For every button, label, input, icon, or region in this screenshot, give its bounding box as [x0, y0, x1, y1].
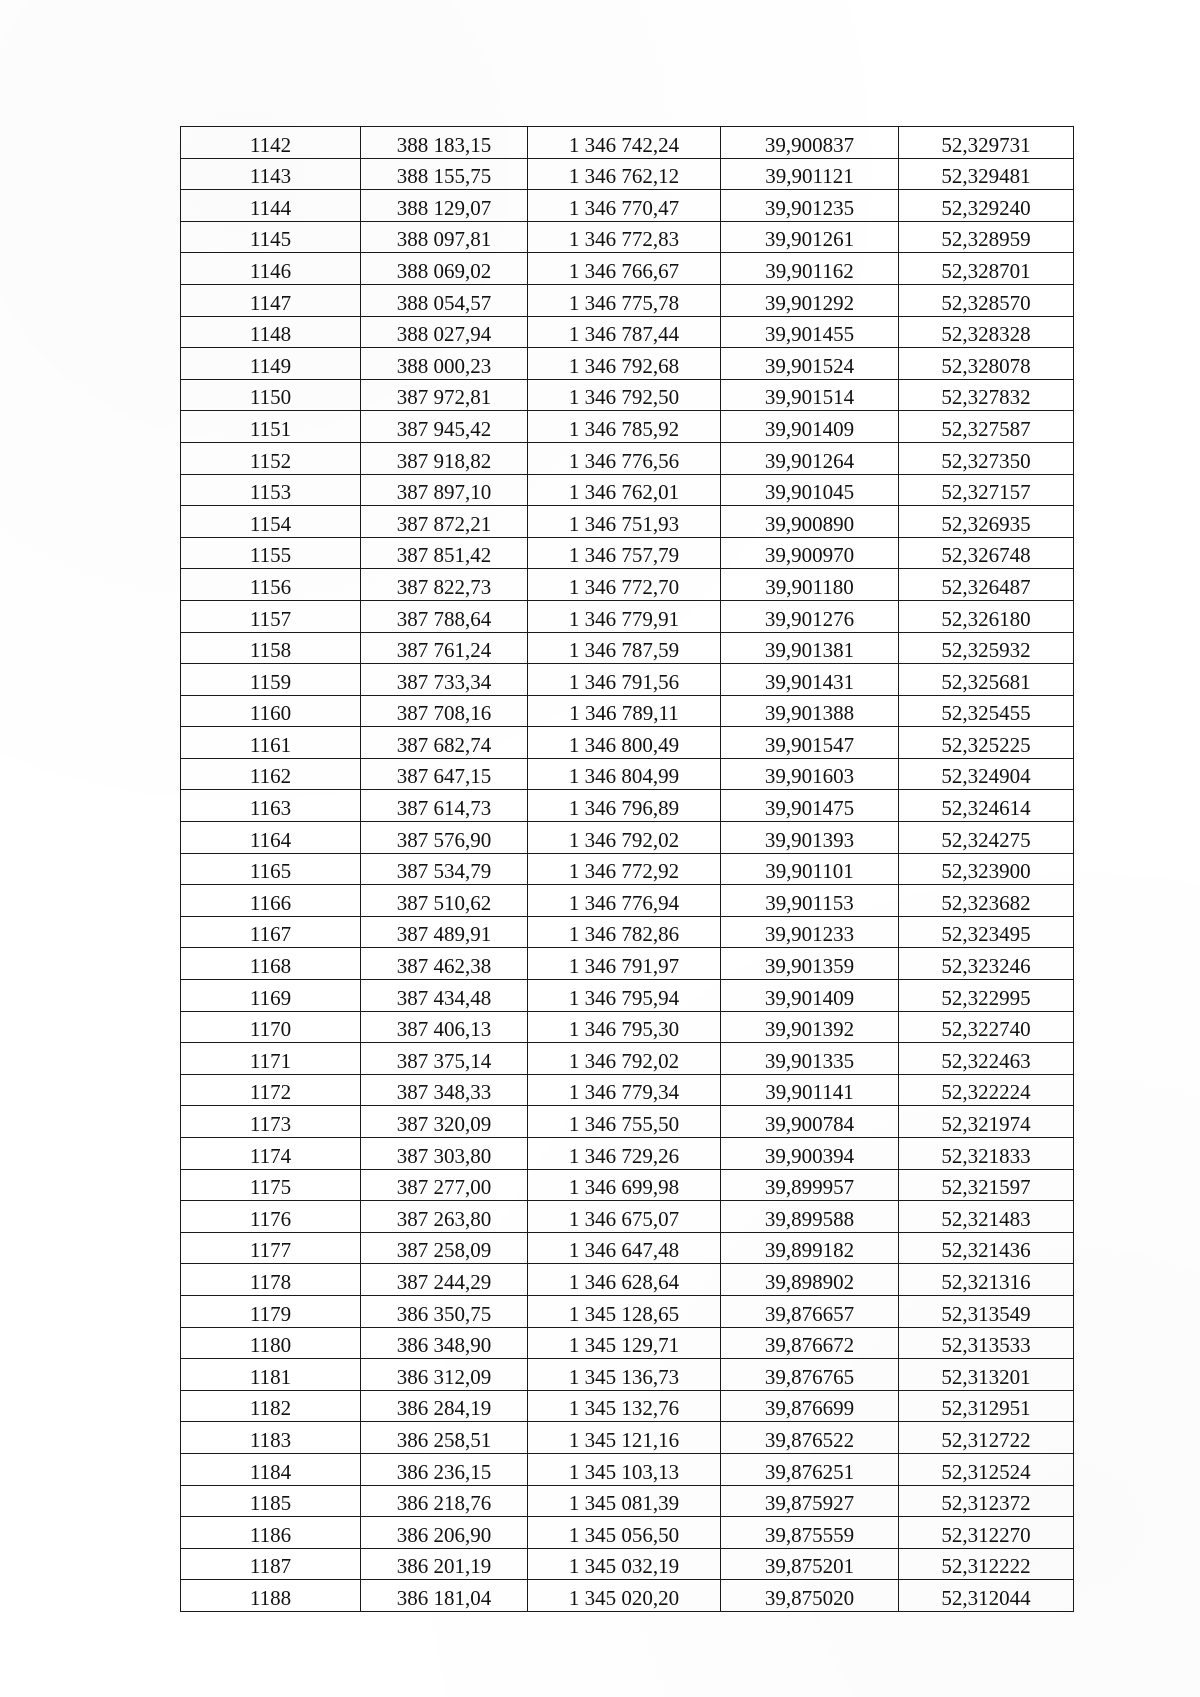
point-number-cell: 1144 [181, 190, 361, 222]
point-number-cell: 1175 [181, 1169, 361, 1201]
latitude-cell: 52,322740 [899, 1011, 1074, 1043]
point-number-cell: 1153 [181, 474, 361, 506]
point-number-cell: 1146 [181, 253, 361, 285]
table-row [181, 916, 1074, 948]
y-coordinate-cell: 1 345 129,71 [528, 1327, 721, 1359]
longitude-cell: 39,901475 [721, 790, 899, 822]
longitude-cell: 39,901276 [721, 600, 899, 632]
longitude-cell: 39,901409 [721, 411, 899, 443]
x-coordinate-cell: 387 576,90 [361, 822, 528, 854]
table-row [181, 127, 1074, 159]
x-coordinate-cell: 388 155,75 [361, 158, 528, 190]
latitude-cell: 52,323246 [899, 948, 1074, 980]
y-coordinate-cell: 1 346 787,59 [528, 632, 721, 664]
latitude-cell: 52,325932 [899, 632, 1074, 664]
longitude-cell: 39,901514 [721, 379, 899, 411]
point-number-cell: 1182 [181, 1390, 361, 1422]
y-coordinate-cell: 1 346 791,97 [528, 948, 721, 980]
point-number-cell: 1188 [181, 1580, 361, 1612]
y-coordinate-cell: 1 345 128,65 [528, 1295, 721, 1327]
table-row [181, 1422, 1074, 1454]
y-coordinate-cell: 1 346 776,94 [528, 885, 721, 917]
longitude-cell: 39,900784 [721, 1106, 899, 1138]
longitude-cell: 39,901233 [721, 916, 899, 948]
table-row [181, 1106, 1074, 1138]
point-number-cell: 1187 [181, 1548, 361, 1580]
x-coordinate-cell: 386 350,75 [361, 1295, 528, 1327]
x-coordinate-cell: 387 708,16 [361, 695, 528, 727]
x-coordinate-cell: 388 069,02 [361, 253, 528, 285]
table-row [181, 190, 1074, 222]
table-row [181, 379, 1074, 411]
point-number-cell: 1163 [181, 790, 361, 822]
longitude-cell: 39,901547 [721, 727, 899, 759]
latitude-cell: 52,321436 [899, 1232, 1074, 1264]
point-number-cell: 1159 [181, 664, 361, 696]
y-coordinate-cell: 1 346 795,94 [528, 980, 721, 1012]
y-coordinate-cell: 1 345 136,73 [528, 1359, 721, 1391]
latitude-cell: 52,327350 [899, 442, 1074, 474]
x-coordinate-cell: 386 206,90 [361, 1517, 528, 1549]
point-number-cell: 1151 [181, 411, 361, 443]
longitude-cell: 39,876251 [721, 1453, 899, 1485]
y-coordinate-cell: 1 346 762,01 [528, 474, 721, 506]
table-row [181, 1485, 1074, 1517]
point-number-cell: 1162 [181, 758, 361, 790]
latitude-cell: 52,312951 [899, 1390, 1074, 1422]
table-row [181, 316, 1074, 348]
y-coordinate-cell: 1 346 742,24 [528, 127, 721, 159]
point-number-cell: 1155 [181, 537, 361, 569]
longitude-cell: 39,901431 [721, 664, 899, 696]
longitude-cell: 39,900890 [721, 506, 899, 538]
longitude-cell: 39,899588 [721, 1201, 899, 1233]
point-number-cell: 1154 [181, 506, 361, 538]
longitude-cell: 39,876522 [721, 1422, 899, 1454]
x-coordinate-cell: 388 054,57 [361, 284, 528, 316]
point-number-cell: 1168 [181, 948, 361, 980]
longitude-cell: 39,899957 [721, 1169, 899, 1201]
x-coordinate-cell: 387 489,91 [361, 916, 528, 948]
table-row [181, 474, 1074, 506]
latitude-cell: 52,322995 [899, 980, 1074, 1012]
longitude-cell: 39,875927 [721, 1485, 899, 1517]
latitude-cell: 52,323900 [899, 853, 1074, 885]
y-coordinate-cell: 1 346 757,79 [528, 537, 721, 569]
x-coordinate-cell: 387 897,10 [361, 474, 528, 506]
x-coordinate-cell: 387 614,73 [361, 790, 528, 822]
y-coordinate-cell: 1 345 103,13 [528, 1453, 721, 1485]
y-coordinate-cell: 1 346 699,98 [528, 1169, 721, 1201]
latitude-cell: 52,322463 [899, 1043, 1074, 1075]
table-row [181, 1295, 1074, 1327]
table-row [181, 1517, 1074, 1549]
latitude-cell: 52,321483 [899, 1201, 1074, 1233]
table-row [181, 442, 1074, 474]
longitude-cell: 39,901335 [721, 1043, 899, 1075]
latitude-cell: 52,323682 [899, 885, 1074, 917]
x-coordinate-cell: 387 510,62 [361, 885, 528, 917]
table-row [181, 822, 1074, 854]
latitude-cell: 52,326487 [899, 569, 1074, 601]
latitude-cell: 52,327587 [899, 411, 1074, 443]
latitude-cell: 52,321316 [899, 1264, 1074, 1296]
x-coordinate-cell: 387 647,15 [361, 758, 528, 790]
table-row [181, 980, 1074, 1012]
y-coordinate-cell: 1 346 789,11 [528, 695, 721, 727]
table-row [181, 158, 1074, 190]
table-row [181, 1453, 1074, 1485]
longitude-cell: 39,875559 [721, 1517, 899, 1549]
latitude-cell: 52,328959 [899, 221, 1074, 253]
x-coordinate-cell: 388 000,23 [361, 348, 528, 380]
x-coordinate-cell: 387 851,42 [361, 537, 528, 569]
point-number-cell: 1183 [181, 1422, 361, 1454]
point-number-cell: 1185 [181, 1485, 361, 1517]
y-coordinate-cell: 1 346 791,56 [528, 664, 721, 696]
latitude-cell: 52,313201 [899, 1359, 1074, 1391]
y-coordinate-cell: 1 346 795,30 [528, 1011, 721, 1043]
latitude-cell: 52,328328 [899, 316, 1074, 348]
y-coordinate-cell: 1 345 032,19 [528, 1548, 721, 1580]
latitude-cell: 52,329481 [899, 158, 1074, 190]
table-row [181, 1138, 1074, 1170]
longitude-cell: 39,898902 [721, 1264, 899, 1296]
longitude-cell: 39,901101 [721, 853, 899, 885]
latitude-cell: 52,326180 [899, 600, 1074, 632]
y-coordinate-cell: 1 346 729,26 [528, 1138, 721, 1170]
x-coordinate-cell: 387 872,21 [361, 506, 528, 538]
point-number-cell: 1161 [181, 727, 361, 759]
latitude-cell: 52,321833 [899, 1138, 1074, 1170]
table-row [181, 1359, 1074, 1391]
y-coordinate-cell: 1 346 751,93 [528, 506, 721, 538]
y-coordinate-cell: 1 346 787,44 [528, 316, 721, 348]
longitude-cell: 39,901045 [721, 474, 899, 506]
latitude-cell: 52,313549 [899, 1295, 1074, 1327]
table-row [181, 284, 1074, 316]
longitude-cell: 39,901409 [721, 980, 899, 1012]
x-coordinate-cell: 387 277,00 [361, 1169, 528, 1201]
latitude-cell: 52,321597 [899, 1169, 1074, 1201]
longitude-cell: 39,901261 [721, 221, 899, 253]
y-coordinate-cell: 1 345 056,50 [528, 1517, 721, 1549]
point-number-cell: 1148 [181, 316, 361, 348]
point-number-cell: 1160 [181, 695, 361, 727]
point-number-cell: 1177 [181, 1232, 361, 1264]
longitude-cell: 39,876699 [721, 1390, 899, 1422]
y-coordinate-cell: 1 346 796,89 [528, 790, 721, 822]
table-row [181, 411, 1074, 443]
latitude-cell: 52,328078 [899, 348, 1074, 380]
table-row [181, 1232, 1074, 1264]
longitude-cell: 39,901264 [721, 442, 899, 474]
y-coordinate-cell: 1 346 776,56 [528, 442, 721, 474]
table-row [181, 1327, 1074, 1359]
longitude-cell: 39,901141 [721, 1074, 899, 1106]
point-number-cell: 1176 [181, 1201, 361, 1233]
x-coordinate-cell: 387 406,13 [361, 1011, 528, 1043]
longitude-cell: 39,901235 [721, 190, 899, 222]
table-row [181, 1169, 1074, 1201]
x-coordinate-cell: 387 788,64 [361, 600, 528, 632]
table-row [181, 1390, 1074, 1422]
table-row [181, 664, 1074, 696]
y-coordinate-cell: 1 346 792,50 [528, 379, 721, 411]
y-coordinate-cell: 1 346 628,64 [528, 1264, 721, 1296]
x-coordinate-cell: 386 348,90 [361, 1327, 528, 1359]
point-number-cell: 1186 [181, 1517, 361, 1549]
table-row [181, 695, 1074, 727]
x-coordinate-cell: 387 303,80 [361, 1138, 528, 1170]
table-row [181, 853, 1074, 885]
longitude-cell: 39,901455 [721, 316, 899, 348]
point-number-cell: 1164 [181, 822, 361, 854]
y-coordinate-cell: 1 346 804,99 [528, 758, 721, 790]
point-number-cell: 1157 [181, 600, 361, 632]
latitude-cell: 52,312222 [899, 1548, 1074, 1580]
y-coordinate-cell: 1 346 800,49 [528, 727, 721, 759]
x-coordinate-cell: 387 761,24 [361, 632, 528, 664]
latitude-cell: 52,329731 [899, 127, 1074, 159]
x-coordinate-cell: 387 320,09 [361, 1106, 528, 1138]
x-coordinate-cell: 386 236,15 [361, 1453, 528, 1485]
coordinates-table [180, 126, 1074, 1612]
longitude-cell: 39,901524 [721, 348, 899, 380]
x-coordinate-cell: 386 218,76 [361, 1485, 528, 1517]
longitude-cell: 39,899182 [721, 1232, 899, 1264]
x-coordinate-cell: 387 972,81 [361, 379, 528, 411]
table-row [181, 348, 1074, 380]
x-coordinate-cell: 387 258,09 [361, 1232, 528, 1264]
longitude-cell: 39,901153 [721, 885, 899, 917]
table-row [181, 221, 1074, 253]
point-number-cell: 1169 [181, 980, 361, 1012]
point-number-cell: 1167 [181, 916, 361, 948]
longitude-cell: 39,876657 [721, 1295, 899, 1327]
table-row [181, 1011, 1074, 1043]
latitude-cell: 52,326935 [899, 506, 1074, 538]
longitude-cell: 39,901393 [721, 822, 899, 854]
longitude-cell: 39,901162 [721, 253, 899, 285]
point-number-cell: 1147 [181, 284, 361, 316]
y-coordinate-cell: 1 346 762,12 [528, 158, 721, 190]
latitude-cell: 52,312372 [899, 1485, 1074, 1517]
latitude-cell: 52,325225 [899, 727, 1074, 759]
longitude-cell: 39,901388 [721, 695, 899, 727]
latitude-cell: 52,324275 [899, 822, 1074, 854]
longitude-cell: 39,901392 [721, 1011, 899, 1043]
latitude-cell: 52,321974 [899, 1106, 1074, 1138]
latitude-cell: 52,312044 [899, 1580, 1074, 1612]
latitude-cell: 52,327832 [899, 379, 1074, 411]
y-coordinate-cell: 1 346 675,07 [528, 1201, 721, 1233]
latitude-cell: 52,325455 [899, 695, 1074, 727]
y-coordinate-cell: 1 345 121,16 [528, 1422, 721, 1454]
latitude-cell: 52,312524 [899, 1453, 1074, 1485]
y-coordinate-cell: 1 345 020,20 [528, 1580, 721, 1612]
latitude-cell: 52,325681 [899, 664, 1074, 696]
longitude-cell: 39,900837 [721, 127, 899, 159]
point-number-cell: 1158 [181, 632, 361, 664]
point-number-cell: 1170 [181, 1011, 361, 1043]
longitude-cell: 39,875020 [721, 1580, 899, 1612]
table-row [181, 727, 1074, 759]
x-coordinate-cell: 387 348,33 [361, 1074, 528, 1106]
longitude-cell: 39,875201 [721, 1548, 899, 1580]
y-coordinate-cell: 1 346 766,67 [528, 253, 721, 285]
table-row [181, 790, 1074, 822]
x-coordinate-cell: 388 129,07 [361, 190, 528, 222]
latitude-cell: 52,328570 [899, 284, 1074, 316]
table-row [181, 885, 1074, 917]
y-coordinate-cell: 1 346 779,34 [528, 1074, 721, 1106]
table-row [181, 569, 1074, 601]
longitude-cell: 39,876672 [721, 1327, 899, 1359]
x-coordinate-cell: 388 183,15 [361, 127, 528, 159]
longitude-cell: 39,901603 [721, 758, 899, 790]
latitude-cell: 52,324904 [899, 758, 1074, 790]
y-coordinate-cell: 1 346 755,50 [528, 1106, 721, 1138]
longitude-cell: 39,900394 [721, 1138, 899, 1170]
y-coordinate-cell: 1 346 782,86 [528, 916, 721, 948]
point-number-cell: 1142 [181, 127, 361, 159]
table-row [181, 600, 1074, 632]
y-coordinate-cell: 1 346 792,02 [528, 1043, 721, 1075]
point-number-cell: 1143 [181, 158, 361, 190]
x-coordinate-cell: 387 918,82 [361, 442, 528, 474]
latitude-cell: 52,313533 [899, 1327, 1074, 1359]
x-coordinate-cell: 387 263,80 [361, 1201, 528, 1233]
table-row [181, 1548, 1074, 1580]
point-number-cell: 1156 [181, 569, 361, 601]
latitude-cell: 52,326748 [899, 537, 1074, 569]
table-row [181, 632, 1074, 664]
latitude-cell: 52,312722 [899, 1422, 1074, 1454]
x-coordinate-cell: 387 822,73 [361, 569, 528, 601]
x-coordinate-cell: 387 945,42 [361, 411, 528, 443]
longitude-cell: 39,901180 [721, 569, 899, 601]
table-row [181, 1201, 1074, 1233]
latitude-cell: 52,329240 [899, 190, 1074, 222]
longitude-cell: 39,900970 [721, 537, 899, 569]
y-coordinate-cell: 1 346 770,47 [528, 190, 721, 222]
y-coordinate-cell: 1 345 132,76 [528, 1390, 721, 1422]
longitude-cell: 39,901381 [721, 632, 899, 664]
table-row [181, 537, 1074, 569]
y-coordinate-cell: 1 346 779,91 [528, 600, 721, 632]
x-coordinate-cell: 387 375,14 [361, 1043, 528, 1075]
x-coordinate-cell: 387 733,34 [361, 664, 528, 696]
x-coordinate-cell: 386 284,19 [361, 1390, 528, 1422]
point-number-cell: 1174 [181, 1138, 361, 1170]
table-row [181, 1264, 1074, 1296]
latitude-cell: 52,312270 [899, 1517, 1074, 1549]
point-number-cell: 1181 [181, 1359, 361, 1391]
x-coordinate-cell: 386 258,51 [361, 1422, 528, 1454]
x-coordinate-cell: 387 244,29 [361, 1264, 528, 1296]
x-coordinate-cell: 386 312,09 [361, 1359, 528, 1391]
y-coordinate-cell: 1 345 081,39 [528, 1485, 721, 1517]
point-number-cell: 1165 [181, 853, 361, 885]
latitude-cell: 52,324614 [899, 790, 1074, 822]
longitude-cell: 39,901359 [721, 948, 899, 980]
point-number-cell: 1173 [181, 1106, 361, 1138]
y-coordinate-cell: 1 346 647,48 [528, 1232, 721, 1264]
x-coordinate-cell: 387 534,79 [361, 853, 528, 885]
point-number-cell: 1166 [181, 885, 361, 917]
point-number-cell: 1149 [181, 348, 361, 380]
table-row [181, 1074, 1074, 1106]
y-coordinate-cell: 1 346 772,83 [528, 221, 721, 253]
table-row [181, 758, 1074, 790]
point-number-cell: 1178 [181, 1264, 361, 1296]
point-number-cell: 1184 [181, 1453, 361, 1485]
y-coordinate-cell: 1 346 772,70 [528, 569, 721, 601]
table-row [181, 1580, 1074, 1612]
x-coordinate-cell: 387 462,38 [361, 948, 528, 980]
point-number-cell: 1179 [181, 1295, 361, 1327]
point-number-cell: 1152 [181, 442, 361, 474]
x-coordinate-cell: 387 682,74 [361, 727, 528, 759]
y-coordinate-cell: 1 346 792,68 [528, 348, 721, 380]
x-coordinate-cell: 386 181,04 [361, 1580, 528, 1612]
x-coordinate-cell: 386 201,19 [361, 1548, 528, 1580]
table-row [181, 506, 1074, 538]
table-row [181, 948, 1074, 980]
y-coordinate-cell: 1 346 792,02 [528, 822, 721, 854]
y-coordinate-cell: 1 346 772,92 [528, 853, 721, 885]
latitude-cell: 52,328701 [899, 253, 1074, 285]
x-coordinate-cell: 388 097,81 [361, 221, 528, 253]
x-coordinate-cell: 387 434,48 [361, 980, 528, 1012]
y-coordinate-cell: 1 346 775,78 [528, 284, 721, 316]
longitude-cell: 39,901121 [721, 158, 899, 190]
point-number-cell: 1180 [181, 1327, 361, 1359]
table-row [181, 1043, 1074, 1075]
point-number-cell: 1171 [181, 1043, 361, 1075]
table-row [181, 253, 1074, 285]
x-coordinate-cell: 388 027,94 [361, 316, 528, 348]
coordinates-table-body [181, 127, 1074, 1612]
y-coordinate-cell: 1 346 785,92 [528, 411, 721, 443]
point-number-cell: 1145 [181, 221, 361, 253]
point-number-cell: 1150 [181, 379, 361, 411]
latitude-cell: 52,327157 [899, 474, 1074, 506]
latitude-cell: 52,323495 [899, 916, 1074, 948]
longitude-cell: 39,876765 [721, 1359, 899, 1391]
point-number-cell: 1172 [181, 1074, 361, 1106]
longitude-cell: 39,901292 [721, 284, 899, 316]
latitude-cell: 52,322224 [899, 1074, 1074, 1106]
